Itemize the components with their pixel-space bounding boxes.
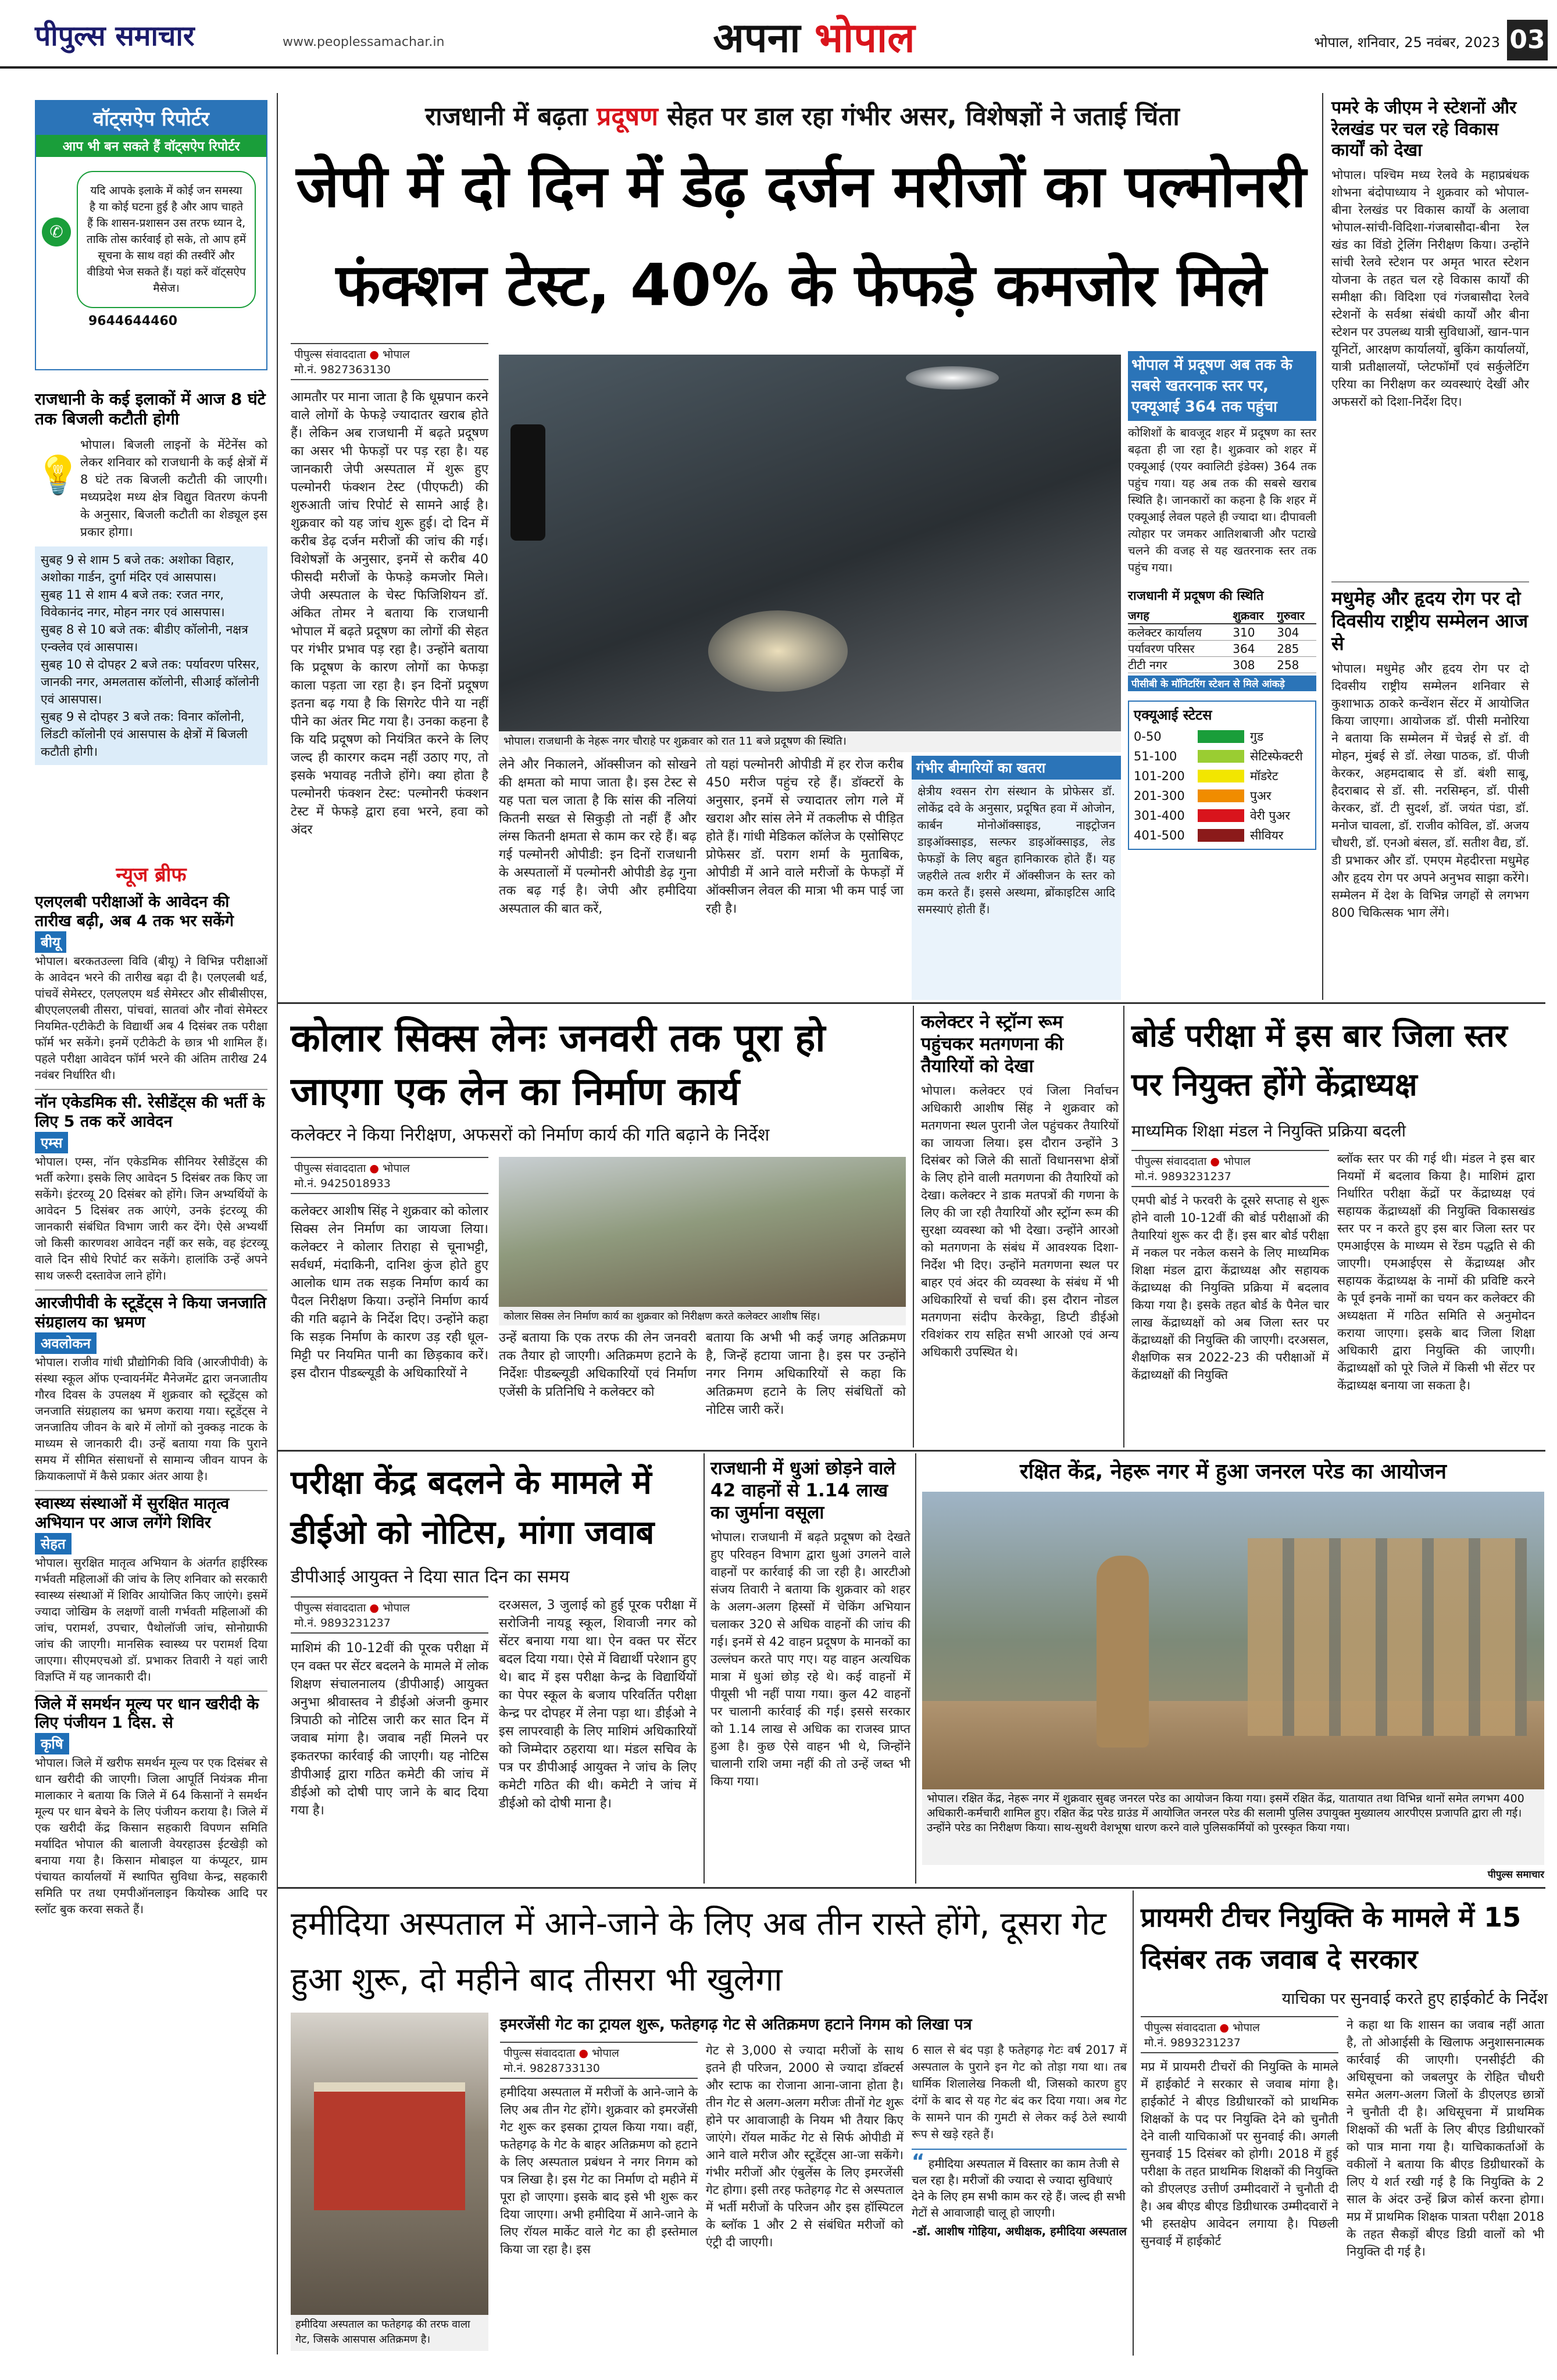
whatsapp-icon: ✆ xyxy=(42,217,71,246)
aqi-status-range: 301-400 xyxy=(1134,809,1185,823)
brief-item xyxy=(35,1089,267,1284)
lead-byline-name: पीपुल्स संवाददाता xyxy=(294,348,366,361)
news-brief-column xyxy=(35,893,267,2352)
aqi-status-swatch xyxy=(1198,750,1244,763)
lead-byline-city: भोपाल xyxy=(383,348,410,361)
aqi-table xyxy=(1128,607,1316,673)
aqi-status-range: 201-300 xyxy=(1134,789,1185,803)
lead-kicker-red: प्रदूषण xyxy=(597,102,658,131)
hamidia-byline-mobile: मो.नं. 9828733130 xyxy=(503,2062,600,2075)
aqi-side-story xyxy=(1128,351,1316,1000)
column-divider xyxy=(1322,93,1323,1000)
lead-byline-mobile: मो.नं. 9827363130 xyxy=(294,363,391,376)
deo-col-2: दरअसल, 3 जुलाई को हुई पूरक परीक्षा में सरोजिनी नायडू स्कूल, शिवाजी नगर को सेंटर बनाया गया था। ऐन वक्त पर सेंटर बदल दिया गया। ऐसे में विद्यार्थी परेशान हुए थे। बाद में इस परीक्षा केन्द्र के विद्यार्थियों का पेपर स्कूल के बजाय परिवर्तित परीक्षा केन्द्र पर दोपहर में लेना पड़ा था। डीईओ ने इस लापरवाही के लिए माशिमं अधिकारियों को जिम्मेदार ठहराया था। मंडल सचिव के पत्र पर डीपीआई आयुक्त ने जांच के लिए कमेटी गठित की थी। कमेटी ने जांच में डीईओ को दोषी माना है। xyxy=(499,1598,697,1811)
pt-byline-name: पीपुल्स संवाददाता xyxy=(1144,2021,1216,2034)
brief-tag: कृषि xyxy=(35,1733,69,1754)
hamidia-gate-shape xyxy=(314,2082,465,2210)
table-header-cell: जगह xyxy=(1128,609,1149,623)
aqi-status-swatch xyxy=(1198,789,1244,802)
disease-body: क्षेत्रीय श्वसन रोग संस्थान के प्रोफेसर डॉ. लोकेंद्र दवे के अनुसार, प्रदूषित हवा में ओजोन, कार्बन मोनोऑक्साइड, नाइट्रोजन डाइऑक्साइड, सल्फर डाइऑक्साइड, लेड फेफड़ों के लिए बहुत हानिकारक होते हैं। यह जहरीले तत्व शरीर में ऑक्सीजन के स्तर को कम करते हैं। इससे अस्थमा, ब्रोंकाइटिस आदि समस्याएं होती हैं। xyxy=(917,784,1115,916)
hamidia-col-2: गेट से 3,000 से ज्यादा मरीजों के साथ इतने ही परिजन, 2000 से ज्यादा डॉक्टर्स और स्टाफ का रोजाना आना-जाना होता है। तीन गेट से अलग-अलग मरीजः तीनों गेट शुरू होने पर आवाजाही के नियम भी तैयार किए जाएंगे। रॉयल मार्केट गेट से सिर्फ ओपीडी में आने वाले मरीज और स्टूडेंट्स आ-जा सकेंगे। गंभीर मरीजों और एंबुलेंस के लिए इमरजेंसी गेट होगा। इसी तरह फतेहगढ़ गेट से अस्पताल में भर्ती मरीजों के परिजन और इस हॉस्पिटल के ब्लॉक 1 और 2 से संबंधित मरीजों को एंट्री दी जाएगी। xyxy=(706,2043,904,2249)
section-title-b: भोपाल xyxy=(814,13,915,62)
power-cut-body: भोपाल। बिजली लाइनों के मेंटेनेंस को लेकर शनिवार को राजधानी के कई क्षेत्रों में 8 घंटे तक बिजली कटौती की जाएगी। मध्यप्रदेश मध्य क्षेत्र विद्युत वितरण कंपनी के अनुसार, बिजली कटौती का शेड्यूल इस प्रकार होगा। xyxy=(80,438,267,539)
table-header-cell: गुरुवार xyxy=(1277,609,1305,623)
brief-body: भोपाल। जिले में खरीफ समर्थन मूल्य पर एक दिसंबर से धान खरीदी की जाएगी। जिला आपूर्ति नियंत्रक मीना मालाकार ने बताया कि जिले में 64 किसानों ने समर्थन मूल्य पर धान बेचने के लिए पंजीयन कराया है। जिले में एक खरीदी केंद्र किसान सहकारी विपणन समिति मर्यादित भोपाल की बालाजी वेयरहाउस ईटखेड़ी को बनाया गया है। किसान मोबाइल या कंप्यूटर, ग्राम पंचायत कार्यालयों में स्थापित सुविधा केन्द्र, सहकारी समिति पर तथा एमपीऑनलाइन कियोस्क आदि पर स्लॉट बुक करवा सकते हैं। xyxy=(35,1756,267,1917)
brief-item xyxy=(35,1691,267,1918)
aqi-status-range: 101-200 xyxy=(1134,769,1185,783)
kolar-byline-city: भोपाल xyxy=(383,1162,410,1175)
section-divider xyxy=(278,1450,1545,1452)
bulb-icon: 💡 xyxy=(35,454,81,497)
edition-date: भोपाल, शनिवार, 25 नवंबर, 2023 xyxy=(1314,34,1500,51)
brief-item xyxy=(35,1289,267,1484)
lead-col-2: लेने और निकालने, ऑक्सीजन को सोखने की क्षमता को मापा जाता है। इस टेस्ट से यह पता चल जाता है कि सांस की नलियां कितनी सख्त से सिकुड़ी तो नहीं हैं और लंग्स कितनी क्षमता से काम कर रहे हैं। बढ़ गई पल्मोनरी ओपीडी: इन दिनों राजधानी के अस्पतालों में पल्मोनरी ओपीडी डेढ़ गुना तक बढ़ गई है। जेपी और हमीदिया अस्पताल की बात करें, xyxy=(499,757,697,916)
table-cell: 308 xyxy=(1233,657,1255,672)
column-divider xyxy=(1133,1891,1134,2356)
section-divider xyxy=(278,1002,1545,1004)
aqi-status-row xyxy=(1134,727,1310,746)
power-cut-item: सुबह 10 से दोपहर 2 बजे तक: पर्यावरण परिसर, जानकी नगर, अमलतास कॉलोनी, सीआई कॉलोनी एवं आसपास। xyxy=(41,657,260,707)
hamidia-photo-caption: हमीदिया अस्पताल का फतेहगढ़ की तरफ वाला गेट, जिसके आसपास अतिक्रमण है। xyxy=(291,2315,488,2351)
parade-photo-credit: पीपुल्स समाचार xyxy=(1487,1869,1544,1881)
power-cut-item: सुबह 9 से दोपहर 3 बजे तक: विनार कॉलोनी, लिंडटी कॉलोनी एवं आसपास के क्षेत्रों में बिजली कटौती होगी। xyxy=(41,710,248,759)
gm-story xyxy=(1331,98,1529,539)
power-cut-item: सुबह 9 से शाम 5 बजे तक: अशोका विहार, अशोका गार्डन, दुर्गा मंदिर एवं आसपास। xyxy=(41,553,234,585)
board-byline-name: पीपुल्स संवाददाता xyxy=(1135,1155,1207,1168)
table-header-cell: शुक्रवार xyxy=(1233,609,1264,623)
brief-headline: जिले में समर्थन मूल्य पर धान खरीदी के लिए पंजीयन 1 दिस. से xyxy=(35,1695,259,1732)
aqi-status-row xyxy=(1134,746,1310,766)
board-exam-byline: पीपुल्स संवाददाता ● भोपाल मो.नं. 9893231237 xyxy=(1131,1150,1329,1187)
hamidia-col-3-wrap xyxy=(912,2042,1127,2351)
table-row xyxy=(1128,657,1316,673)
hamidia-col-3: 6 साल से बंद पड़ा है फतेहगढ़ गेटः वर्ष 2017 में अस्पताल के पुराने इन गेट को तोड़ा गया था। तब धार्मिक शिलालेख निकली थी, जिसको कारण हुए दंगों के बाद से यह गेट बंद कर दिया गया। अब गेट के सामने पान की गुमटी से लेकर कई ठेले स्थायी रूप से खड़े रहते हैं। xyxy=(912,2043,1127,2141)
page-number: 03 xyxy=(1507,20,1548,60)
board-exam-col-2: ब्लॉक स्तर पर की गई थी। मंडल ने इस बार नियमों में बदलाव किया है। माशिमं द्वारा निर्धारित परीक्षा केंद्रों पर केंद्राध्यक्ष एवं सहायक केंद्राध्यक्षों की नियुक्ति विकासखंड स्तर पर न करते हुए इस बार जिला स्तर पर एमआईएस के माध्यम से रेंडम पद्धति से की जाएगी। एमआईएस से केंद्राध्यक्ष और सहायक केंद्राध्यक्ष के नामों की प्रविष्टि करने के पूर्व इनके नामों का चयन कर कलेक्टर की अध्यक्षता में गठित समिति से अनुमोदन कराया जाएगा। इसके बाद जिला शिक्षा अधिकारी द्वारा नियुक्ति की जाएगी। केंद्राध्यक्षों को पूरे जिले में किसी भी सेंटर पर केंद्राध्यक्ष बनाया जा सकता है। xyxy=(1337,1152,1535,1392)
parade-lead-officer-shape xyxy=(1097,1556,1149,1748)
aqi-status-swatch xyxy=(1198,730,1244,743)
brief-body: भोपाल। सुरक्षित मातृत्व अभियान के अंतर्गत हाईरिस्क गर्भवती महिलाओं की जांच के लिए शनिवार को सरकारी स्वास्थ्य संस्थाओं में शिविर आयोजित किए जाएंगे। इसमें ज्यादा जोखिम के लक्षणों वाली गर्भवती महिलाओं की जांच, परामर्श, उपचार, पैथोलॉजी जांच, सोनोग्राफी जांच की जाएगी। मानसिक स्वास्थ्य पर परामर्श दिया जाएगा। सीएमएचओ डॉ. प्रभाकर तिवारी ने यहां जारी विज्ञप्ति में यह जानकारी दी। xyxy=(35,1555,267,1684)
strong-room-story xyxy=(921,1012,1119,1442)
aqi-note: पीसीबी के मॉनिटरिंग स्टेशन से मिले आंकड़े xyxy=(1128,676,1316,691)
aqi-status-row xyxy=(1134,806,1310,826)
aqi-status-box xyxy=(1128,701,1316,850)
brief-tag: सेहत xyxy=(35,1533,72,1554)
deo-byline-mobile: मो.नं. 9893231237 xyxy=(294,1617,391,1629)
lead-kicker-a: राजधानी में बढ़ता xyxy=(425,102,588,131)
table-cell: 258 xyxy=(1277,657,1299,672)
board-byline-mobile: मो.नं. 9893231237 xyxy=(1135,1170,1231,1183)
aqi-status-range: 401-500 xyxy=(1134,828,1185,842)
aqi-status-label: गुड xyxy=(1250,730,1264,744)
diabetes-headline: मधुमेह और हृदय रोग पर दो दिवसीय राष्ट्रीय सम्मेलन आज से xyxy=(1331,587,1529,655)
lead-photo-caption: भोपाल। राजधानी के नेहरू नगर चौराहे पर शुक्रवार को रात 11 बजे प्रदूषण की स्थिति। xyxy=(499,731,1121,752)
hamidia-headline: हमीदिया अस्पताल में आने-जाने के लिए अब तीन रास्ते होंगे, दूसरा गेट हुआ शुरू, दो महीने बाद तीसरा भी खुलेगा xyxy=(291,1905,1106,1999)
quote-icon: “ xyxy=(912,2150,925,2173)
vehicles-headline: राजधानी में धुआं छोड़ने वाले 42 वाहनों से 1.14 लाख का जुर्माना वसूला xyxy=(710,1458,896,1523)
brief-headline: स्वास्थ्य संस्थाओं में सुरक्षित मातृत्व अभियान पर आज लगेंगे शिविर xyxy=(35,1494,230,1532)
paper-logo: पीपुल्स समाचार xyxy=(35,20,195,52)
table-cell: 285 xyxy=(1277,641,1299,656)
website-url: www.peoplessamachar.in xyxy=(283,35,445,49)
news-brief-title: न्यूज ब्रीफ xyxy=(116,863,187,887)
aqi-side-headline: भोपाल में प्रदूषण अब तक के सबसे खतरनाक स्तर पर, एक्यूआई 364 तक पहुंचा xyxy=(1128,351,1316,421)
aqi-status-label: सेटिस्फेक्टरी xyxy=(1250,749,1303,763)
table-cell: कलेक्टर कार्यालय xyxy=(1128,626,1202,639)
brief-headline: आरजीपीवी के स्टूडेंट्स ने किया जनजाति संग्रहालय का भ्रमण xyxy=(35,1293,266,1331)
strong-room-body: भोपाल। कलेक्टर एवं जिला निर्वाचन अधिकारी आशीष सिंह ने शुक्रवार को मतगणना स्थल पुरानी जेल पहुंचकर तैयारियों का जायजा लिया। इस दौरान उन्होंने 3 दिसंबर को जिले की सातों विधानसभा क्षेत्रों के लिए होने वाली मतगणना की तैयारियों को देखा। कलेक्टर ने डाक मतपत्रों की गणना के लिए की जा रही तैयारियों और स्ट्रॉन्ग रूम की सुरक्षा व्यवस्था को भी देखा। उन्होंने आरओ को मतगणना के संबंध में आवश्यक दिशा-निर्देश भी दिए। उन्होंने मतगणना स्थल पर बाहर एवं अंदर की व्यवस्था के संबंध में भी अधिकारियों से चर्चा की। इस दौरान नोडल मतगणना संदीप केरकेट्टा, डिप्टी डीईओ रविशंकर राय सहित सभी आरओ एवं अन्य अधिकारी उपस्थित थे। xyxy=(921,1084,1119,1360)
brief-headline: एलएलबी परीक्षाओं के आवेदन की तारीख बढ़ी, अब 4 तक भर सकेंगे xyxy=(35,893,234,930)
aqi-status-range: 0-50 xyxy=(1134,730,1162,744)
kolar-col-1: कलेक्टर आशीष सिंह ने शुक्रवार को कोलार सिक्स लेन निर्माण का जायजा लिया। कलेक्टर ने कोलार तिराहा से चूनाभट्टी, सर्वधर्म, मंदाकिनी, दानिश कुंज होते हुए आलोक धाम तक सड़क निर्माण कार्य का पैदल निरीक्षण किया। उन्होंने निर्माण कार्य की गति बढ़ाने के निर्देश दिए। उन्होंने कहा कि सड़क निर्माण के कारण उड़ रही धूल-मिट्टी पर नियमित पानी का छिड़काव करें। इस दौरान पीडब्ल्यूडी के अधिकारियों ने xyxy=(291,1204,488,1381)
brief-headline: नॉन एकेडमिक सी. रेसीडेंट्स की भर्ती के लिए 5 तक करें आवेदन xyxy=(35,1093,265,1131)
aqi-status-label: वेरी पुअर xyxy=(1250,809,1290,823)
column-divider xyxy=(913,1006,914,1448)
parade-troop-shape xyxy=(1248,1538,1527,1736)
whatsapp-title: वॉट्सऐप रिपोर्टर xyxy=(36,101,266,135)
table-cell: 310 xyxy=(1233,625,1255,639)
gm-headline: पमरे के जीएम ने स्टेशनों और रेलखंड पर चल रहे विकास कार्यों को देखा xyxy=(1331,98,1517,161)
brief-tag: अवलोकन xyxy=(35,1332,97,1354)
hamidia-quote-text: हमीदिया अस्पताल में विस्तार का काम तेजी से चल रहा है। मरीजों की ज्यादा से ज्यादा सुविधाएं देने के लिए हम सभी काम कर रहे हैं। जल्द ही सभी गेटों से आवाजाही चालू हो जाएगी। xyxy=(912,2157,1126,2220)
board-byline-city: भोपाल xyxy=(1223,1155,1251,1168)
disease-title: गंभीर बीमारियों का खतरा xyxy=(912,756,1121,780)
deo-subhead: डीपीआई आयुक्त ने दिया सात दिन का समय xyxy=(291,1567,570,1587)
table-row xyxy=(1128,641,1316,657)
power-cut-story xyxy=(35,389,267,843)
brief-body: भोपाल। एम्स, नॉन एकेडमिक सीनियर रेसीडेंट्स की भर्ती करेगा। इसके लिए आवेदन 5 दिसंबर तक किए जा सकेंगे। इंटरव्यू 20 दिसंबर को होंगे। जिन अभ्यर्थियों के आवेदन 5 दिसंबर तक आएंगे, उनके इंटरव्यू की जानकारी संबंधित विभाग जारी कर देंगे। ऐसे अभ्यर्थी जो किसी कारणवश आवेदन नहीं कर सके, वह इंटरव्यू वाले दिन सीधे रिपोर्ट कर सकेंगे। हालांकि उन्हें अपने साथ जरूरी दस्तावेज लाने होंगे। xyxy=(35,1154,267,1282)
aqi-status-label: पुअर xyxy=(1250,789,1272,803)
column-divider xyxy=(703,1453,705,1884)
aqi-status-title: एक्यूआई स्टेटस xyxy=(1134,707,1212,723)
hamidia-byline: पीपुल्स संवाददाता ● भोपाल मो.नं. 9828733130 xyxy=(500,2042,698,2079)
hamidia-quote-by: -डॉ. आशीष गोहिया, अधीक्षक, हमीदिया अस्पताल xyxy=(912,2224,1127,2238)
table-row xyxy=(1128,607,1316,624)
parade-photo xyxy=(922,1492,1544,1789)
lead-col-1: आमतौर पर माना जाता है कि धूम्रपान करने वाले लोगों के फेफड़े ज्यादातर खराब होते हैं। लेकिन अब राजधानी में बढ़ते प्रदूषण का असर भी फेफड़ों पर पड़ रहा है। यह जानकारी जेपी अस्पताल में शुरू हुए पल्मोनरी फंक्शन टेस्ट (पीएफटी) की शुरुआती जांच रिपोर्ट से सामने आई है। शुक्रवार को यह जांच शुरू हुई। दो दिन में करीब डेढ़ दर्जन मरीजों की जांच की गई। विशेषज्ञों के अनुसार, इनमें से करीब 40 फीसदी मरीजों के फेफड़े कमजोर मिले। जेपी अस्पताल के चेस्ट फिजिशियन डॉ. अंकित तोमर ने बताया कि राजधानी भोपाल में बढ़ते प्रदूषण का लोगों की सेहत पर गंभीर प्रभाव पड़ रहा है। उन्होंने बताया कि प्रदूषण के कारण लोगों का फेफड़ा काला पड़ता जा रहा है। इन दिनों प्रदूषण इतना बढ़ गया है कि सिगरेट पीने या नहीं पीने का अंतर मिट गया है। उनका कहना है कि यदि प्रदूषण को नियंत्रित करने के लिए जल्द ही कारगर कदम नहीं उठाए गए, तो इसके भयावह नतीजे होंगे। क्या होता है पल्मोनरी फंक्शन टेस्ट: पल्मोनरी फंक्शन टेस्ट में फेफड़े द्वारा हवा भरने, हवा को अंदर xyxy=(291,390,488,837)
whatsapp-box xyxy=(35,100,267,370)
deo-col-1: माशिमं की 10-12वीं की पूरक परीक्षा में एन वक्त पर सेंटर बदलने के मामले में लोक शिक्षण संचालनालय (डीपीआई) आयुक्त अनुभा श्रीवास्तव ने डीईओ अंजनी कुमार त्रिपाठी को नोटिस जारी कर सात दिन में जवाब मांगा है। जवाब नहीं मिलने पर इकतरफा कार्रवाई की जाएगी। यह नोटिस डीपीआई द्वारा गठित कमेटी की जांच में डीईओ को दोषी पाए जाने के बाद दिया गया है। xyxy=(291,1641,488,1818)
kolar-headline: कोलार सिक्स लेनः जनवरी तक पूरा हो जाएगा एक लेन का निर्माण कार्य xyxy=(291,1016,826,1114)
table-cell: पर्यावरण परिसर xyxy=(1128,642,1195,656)
aqi-status-row xyxy=(1134,786,1310,806)
aqi-status-label: सीवियर xyxy=(1250,828,1284,842)
primary-teacher-headline: प्रायमरी टीचर नियुक्ति के मामले में 15 दिसंबर तक जवाब दे सरकार xyxy=(1141,1902,1522,1975)
kolar-byline: पीपुल्स संवाददाता ● भोपाल मो.नं. 9425018933 xyxy=(291,1157,488,1194)
column-divider xyxy=(277,93,278,2354)
vehicles-body: भोपाल। राजधानी में बढ़ते प्रदूषण को देखते हुए परिवहन विभाग द्वारा धुआं उगलने वाले वाहनों पर कार्रवाई की जा रही है। आरटीओ संजय तिवारी ने बताया कि शुक्रवार को शहर के अलग-अलग हिस्सों में चेकिंग अभियान चलाकर 320 से अधिक वाहनों की जांच की गई। इनमें से 42 वाहन प्रदूषण के मानकों का उल्लंघन करते पाए गए। यह वाहन अत्यधिक मात्रा में धुआं छोड़ रहे थे। कई वाहनों में पीयूसी भी नहीं पाया गया। कुल 42 वाहनों पर चालानी कार्रवाई की गई। इससे सरकार को 1.14 लाख से अधिक का राजस्व प्राप्त हुआ है। कुछ ऐसे वाहन भी थे, जिन्होंने चालानी राशि जमा नहीं की तो उन्हें जब्त भी किया गया। xyxy=(710,1530,910,1789)
brief-tag: एम्स xyxy=(35,1132,68,1153)
kolar-subhead: कलेक्टर ने किया निरीक्षण, अफसरों को निर्माण कार्य की गति बढ़ाने के निर्देश xyxy=(291,1125,770,1145)
deo-byline-name: पीपुल्स संवाददाता xyxy=(294,1602,366,1614)
deo-headline: परीक्षा केंद्र बदलने के मामले में डीईओ को नोटिस, मांगा जवाब xyxy=(291,1464,655,1552)
hamidia-subhead: इमरजेंसी गेट का ट्रायल शुरू, फतेहगढ़ गेट से अतिक्रमण हटाने निगम को लिखा पत्र xyxy=(500,2016,972,2034)
hamidia-col-1: हमीदिया अस्पताल में मरीजों के आने-जाने के लिए अब तीन गेट होंगे। शुक्रवार को इमरजेंसी गेट शुरू कर इसका ट्रायल किया गया। वहीं, फतेहगढ़ के गेट के बाहर अतिक्रमण को हटाने के लिए अस्पताल प्रबंधन ने नगर निगम को पत्र लिखा है। इस गेट का निर्माण दो महीने में पूरा हो जाएगा। इसके बाद इसे भी शुरू कर दिया जाएगा। अभी हमीदिया में आने-जाने के लिए रॉयल मार्केट वाले गेट का ही इस्तेमाल किया जा रहा है। इस xyxy=(500,2085,698,2256)
section-title xyxy=(663,8,965,64)
kolar-byline-name: पीपुल्स संवाददाता xyxy=(294,1162,366,1175)
kolar-col-2: उन्हें बताया कि एक तरफ की लेन जनवरी तक तैयार हो जाएगी। अतिक्रमण हटाने के निर्देशः पीडब्ल्यूडी अधिकारियों एवं निर्माण एजेंसी के प्रतिनिधि ने कलेक्टर को xyxy=(499,1331,697,1399)
brief-body: भोपाल। राजीव गांधी प्रौद्योगिकी विवि (आरजीपीवी) के संस्था स्कूल ऑफ एन्वायर्नमेंट मैनेजमेंट द्वारा जनजातीय गौरव दिवस के उपलक्ष्य में शुक्रवार को स्टूडेंट्स को जनजाति संग्रहालय का भ्रमण कराया गया। स्टूडेंट्स ने जनजातिय जीवन के बारे में लोगों को नुक्कड़ नाटक के माध्यम से जानकारी दी। उन्हें बताया गया कि पुराने समय में सीमित संसाधनों से सामान्य जीवन यापन के क्रियाकलापों में कैसे प्रकार अंतर आया है। xyxy=(35,1355,267,1483)
deo-byline-city: भोपाल xyxy=(383,1602,410,1614)
column-divider xyxy=(915,1453,916,1884)
primary-teacher-byline: पीपुल्स संवाददाता ● भोपाल मो.नं. 9893231237 xyxy=(1141,2016,1338,2053)
hamidia-byline-name: पीपुल्स संवाददाता xyxy=(503,2047,576,2060)
lead-kicker xyxy=(291,98,1314,135)
board-exam-subhead: माध्यमिक शिक्षा मंडल ने नियुक्ति प्रक्रिया बदली xyxy=(1131,1121,1406,1141)
aqi-status-range: 51-100 xyxy=(1134,749,1177,763)
aqi-side-body: कोशिशों के बावजूद शहर में प्रदूषण का स्तर बढ़ता ही जा रहा है। शुक्रवार को शहर में एक्यूआई (एयर क्वालिटी इंडेक्स) 364 तक पहुंच गया। यह अब तक की सबसे खराब स्थिति है। जानकारों का कहना है कि शहर में एक्यूआई लेवल पहले ही ज्यादा था। दीपावली त्योहार पर जमकर आतिशबाजी और पटाखे चलने की वजह से यह खतरनाक स्तर तक पहुंच गया। xyxy=(1128,426,1316,574)
table-cell: 304 xyxy=(1277,625,1299,639)
diabetes-story xyxy=(1331,581,1529,1000)
hamidia-photo xyxy=(291,2013,488,2315)
lead-headline: जेपी में दो दिन में डेढ़ दर्जन मरीजों का पल्मोनरी फंक्शन टेस्ट, 40% के फेफड़े कमजोर मिले xyxy=(296,152,1306,319)
whatsapp-body: यदि आपके इलाके में कोई जन समस्या है या कोई घटना हुई है और आप चाहते हैं कि शासन-प्रशासन उस तरफ ध्यान दे, ताकि तोस कार्रवाई हो सके, तो आप हमें सूचना के साथ वहां की तस्वीरें और वीडियो भेज सकते हैं। यहां करें वॉट्सऐप मैसेज। xyxy=(77,171,256,308)
brief-body: भोपाल। बरकतउल्ला विवि (बीयू) ने विभिन्न परीक्षाओं के आवेदन भरने की तारीख बढ़ा दी है। एलएलबी थर्ड, पांचवें सेमेस्टर, एलएलएम थर्ड सेमेस्टर और सीबीसीएस, बीएएलएलबी तीसरा, पांचवां, सातवां और नौवां सेमेस्टर नियमित-एटीकेटी के विद्यार्थी अब 4 दिसंबर तक परीक्षा फॉर्म भर सकेंगे। इनमें एटीकेटी के छात्र भी शामिल हैं। पहले परीक्षा आवेदन फॉर्म भरने की अंतिम तारीख 24 नवंबर निर्धारित थी। xyxy=(35,953,267,1082)
primary-teacher-subhead: याचिका पर सुनवाई करते हुए हाईकोर्ट के निर्देश xyxy=(1281,1990,1548,2008)
section-title-a: अपना xyxy=(713,13,801,62)
aqi-status-swatch xyxy=(1198,829,1244,842)
masthead xyxy=(0,0,1557,69)
lead-photo xyxy=(499,355,1121,731)
primary-teacher-col-2: ने कहा था कि शासन का जवाब नहीं आता है, तो ओआईसी के खिलाफ अनुशासनात्मक कार्रवाई की जाएगी। एनसीईटी की अधिसूचना को जबलपुर के रोहित चौधरी समेत अलग-अलग जिलों के डीएलएड छात्रों ने चुनौती दी है। अधिसूचना में प्राथमिक शिक्षकों की भर्ती के लिए बीएड डिग्रीधारकों को पात्र माना गया है। याचिकाकर्ताओं के वकीलों ने बताया कि बीएड डिग्रीधारकों के लिए ये शर्त रखी गई है कि नियुक्ति के 2 साल के अंदर उन्हें ब्रिज कोर्स करना होगा। मप्र में प्राथमिक शिक्षक पात्रता परीक्षा 2018 के तहत सैकड़ों बीएड डिग्री वालों को भी नियुक्ति दी गई है। xyxy=(1347,2018,1544,2259)
parade-photo-caption: भोपाल। रक्षित केंद्र, नेहरू नगर में शुक्रवार सुबह जनरल परेड का आयोजन किया गया। इसमें रक्षित केंद्र, यातायात तथा विभिन्न थानों समेत लगभग 400 अधिकारी-कर्मचारी शामिल हुए। रक्षित केंद्र परेड ग्राउंड में आयोजित जनरल परेड की सलामी पुलिस उपायुक्त मुख्यालय आरपीएस प्रजापति द्वारा ली गई। उन्होंने परेड का निरीक्षण किया। साथ-सुथरी वेशभूषा धारण करने वाले पुलिसकर्मियों को पुरस्कृत किया गया। xyxy=(922,1789,1544,1865)
table-cell: टीटी नगर xyxy=(1128,658,1167,672)
aqi-status-row xyxy=(1134,766,1310,786)
aqi-table-title: राजधानी में प्रदूषण की स्थिति xyxy=(1128,589,1264,603)
vehicles-story xyxy=(710,1458,910,1884)
power-cut-item: सुबह 8 से 10 बजे तक: बीडीए कॉलोनी, नक्षत्र एन्क्लेव एवं आसपास। xyxy=(41,623,248,655)
primary-teacher-col-1: मप्र में प्रायमरी टीचरों की नियुक्ति के मामले में हाईकोर्ट ने सरकार से जवाब मांगा है। हाईकोर्ट ने बीएड डिग्रीधारकों को प्राथमिक शिक्षकों के पद पर नियुक्ति देने को चुनौती देने वाली याचिकाओं पर सुनवाई की। अगली सुनवाई 15 दिसंबर को होगी। 2018 में हुई परीक्षा के तहत प्राथमिक शिक्षकों की नियुक्ति को डीएलएड उत्तीर्ण उम्मीदवारों ने चुनौती दी है। अब बीएड बीएड डिग्रीधारक उम्मीदवारों ने भी हस्तक्षेप आवेदन लगाया है। पिछली सुनवाई में हाईकोर्ट xyxy=(1141,2060,1338,2248)
board-exam-col-1: एमपी बोर्ड ने फरवरी के दूसरे सप्ताह से शुरू होने वाली 10-12वीं की बोर्ड परीक्षाओं की तैयारियां शुरू कर दी हैं। इस बार बोर्ड परीक्षा में नकल पर नकेल कसने के लिए माध्यमिक शिक्षा मंडल द्वारा केंद्राध्यक्ष और सहायक केंद्राध्यक्ष की नियुक्ति प्रक्रिया में बदलाव किया गया है। इसके तहत बोर्ड के पैनेल चार लाख केंद्राध्यक्षों को अब जिला स्तर पर केंद्राध्यक्षों की नियुक्ति की जाएगी। दरअसल, शैक्षणिक सत्र 2022-23 की परीक्षाओं में केंद्राध्यक्षों की नियुक्ति xyxy=(1131,1193,1329,1382)
diabetes-body: भोपाल। मधुमेह और हृदय रोग पर दो दिवसीय राष्ट्रीय सम्मेलन शनिवार से कुशाभाऊ ठाकरे कन्वेंशन सेंटर में आयोजित किया जाएगा। आयोजक डॉ. पीसी मनोरिया ने बताया कि सम्मेलन में चेन्नई से डॉ. वी मोहन, मुंबई से डॉ. लेखा पाठक, डॉ. पीजी केरकर, अहमदाबाद से डॉ. बंशी साबू, हैदराबाद से डॉ. सी. नरसिम्हन, डॉ. पीसी केरकर, डॉ. टी सुदर्श, डॉ. जयंत पंडा, डॉ. मनोज चावला, डॉ. राजीव कोविल, डॉ. अजय चौधरी, डॉ. एनओ बंसल, डॉ. सतीश वैद्य, डॉ. डी प्रभाकर और डॉ. एमएम मेहदीरत्ता मधुमेह और हृदय रोग पर अपने अनुभव साझा करेंगे। सम्मेलन में देश के विभिन्न जगहों से लगभग 800 चिकित्सक भाग लेंगे। xyxy=(1331,662,1529,920)
deo-byline: पीपुल्स संवाददाता ● भोपाल मो.नं. 9893231237 xyxy=(291,1596,488,1634)
whatsapp-subtitle: आप भी बन सकते हैं वॉट्सऐप रिपोर्टर xyxy=(36,135,266,157)
whatsapp-phone: 9644644460 xyxy=(88,314,178,328)
gm-body: भोपाल। पश्चिम मध्य रेलवे के महाप्रबंधक शोभना बंदोपाध्याय ने शुक्रवार को भोपाल-बीना रेलखंड पर विकास कार्यों के अलावा भोपाल-सांची-विदिशा-गंजबासौदा-बीना रेल खंड का विंडो ट्रेलिंग निरीक्षण किया। उन्होंने सांची रेलवे स्टेशन पर अमृत भारत स्टेशन योजना के तहत चल रहे विकास कार्यों की समीक्षा की। विदिशा एवं गंजबासौदा रेलवे स्टेशनों के सर्वश्रा संबंधी कार्यों और बीना स्टेशन पर उपलब्ध यात्री सुविधाओं, खान-पान यूनिटों, आरक्षण कार्यालयों, बुकिंग कार्यालयों, यात्री प्रतीक्षालयों, प्लेटफॉर्मों एवं सर्कुलेटिंग एरिया का निरीक्षण कर व्यवस्थाएं देखीं और अफसरों को दिशा-निर्देश दिए। xyxy=(1331,167,1529,409)
board-exam-headline: बोर्ड परीक्षा में इस बार जिला स्तर पर नियुक्त होंगे केंद्राध्यक्ष xyxy=(1131,1017,1508,1103)
column-divider xyxy=(1123,1006,1124,1448)
kolar-col-3: बताया कि अभी भी कई जगह अतिक्रमण है, जिन्हें हटाया जाना है। इस पर उन्होंने नगर निगम अधिकारियों से कहा कि अतिक्रमण हटाने के लिए संबंधितों को नोटिस जारी करें। xyxy=(706,1331,906,1417)
brief-item xyxy=(35,1490,267,1685)
table-cell: 364 xyxy=(1233,641,1255,656)
aqi-status-list xyxy=(1134,727,1310,845)
brief-item xyxy=(35,893,267,1083)
brief-tag: बीयू xyxy=(35,931,66,953)
vehicle-light-glow xyxy=(708,610,848,692)
power-cut-list xyxy=(35,546,267,765)
street-light-glow xyxy=(906,366,999,389)
hamidia-byline-city: भोपाल xyxy=(592,2047,619,2060)
aqi-status-swatch xyxy=(1198,809,1244,822)
aqi-status-label: मॉडरेट xyxy=(1250,769,1279,783)
traffic-signal-shape xyxy=(510,424,545,541)
lead-kicker-b: सेहत पर डाल रहा गंभीर असर, विशेषज्ञों ने जताई चिंता xyxy=(667,102,1180,131)
table-row xyxy=(1128,624,1316,641)
lead-byline: पीपुल्स संवाददाता ● भोपाल मो.नं. 9827363130 xyxy=(291,343,488,380)
power-cut-headline: राजधानी के कई इलाकों में आज 8 घंटे तक बिजली कटौती होगी xyxy=(35,389,266,429)
aqi-status-row xyxy=(1134,826,1310,845)
pt-byline-city: भोपाल xyxy=(1233,2021,1260,2034)
strong-room-headline: कलेक्टर ने स्ट्रॉन्ग रूम पहुंचकर मतगणना की तैयारियों को देखा xyxy=(921,1012,1063,1077)
hamidia-quote xyxy=(912,2149,1127,2239)
pt-byline-mobile: मो.नं. 9893231237 xyxy=(1144,2036,1241,2049)
kolar-byline-mobile: मो.नं. 9425018933 xyxy=(294,1177,391,1190)
kolar-photo xyxy=(499,1157,906,1307)
parade-headline: रक्षित केंद्र, नेहरू नगर में हुआ जनरल परेड का आयोजन xyxy=(1019,1460,1447,1484)
power-cut-item: सुबह 11 से शाम 4 बजे तक: रजत नगर, विवेकानंद नगर, मोहन नगर एवं आसपास। xyxy=(41,588,225,620)
section-divider xyxy=(278,1887,1545,1889)
lead-col-3: तो यहां पल्मोनरी ओपीडी में हर रोज करीब 450 मरीज पहुंच रहे हैं। डॉक्टरों के अनुसार, इनमें से ज्यादातर लोग गले में खराश और सांस लेने में तकलीफ से पीड़ित होते हैं। गांधी मेडिकल कॉलेज के एसोसिएट प्रोफेसर डॉ. पराग शर्मा के मुताबिक, ओपीडी में आने वाले मरीजों के फेफड़ों में ऑक्सीजन लेवल की मात्रा भी कम पाई जा रही है। xyxy=(706,757,904,916)
aqi-status-swatch xyxy=(1198,770,1244,782)
disease-box xyxy=(912,756,1121,1000)
kolar-photo-caption: कोलार सिक्स लेन निर्माण कार्य का शुक्रवार को निरीक्षण करते कलेक्टर आशीष सिंह। xyxy=(499,1307,906,1325)
